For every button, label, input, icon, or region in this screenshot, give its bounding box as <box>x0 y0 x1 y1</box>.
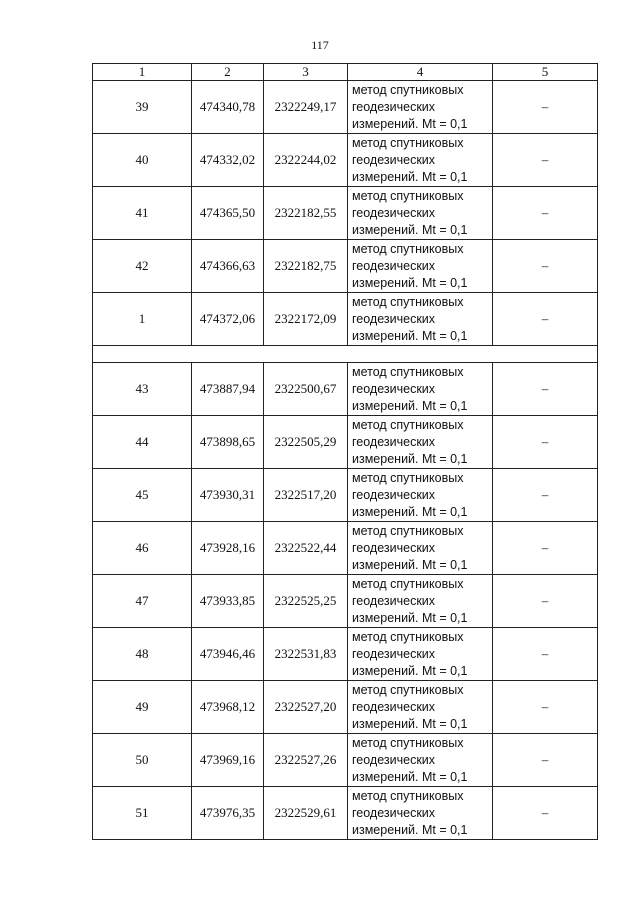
x-coordinate-cell: 474372,06 <box>192 293 264 346</box>
method-line: измерений. Mt = 0,1 <box>352 169 468 184</box>
point-number-cell: 49 <box>93 681 192 734</box>
method-line: измерений. Mt = 0,1 <box>352 769 468 784</box>
table-row <box>93 628 598 681</box>
x-coordinate-cell: 474340,78 <box>192 81 264 134</box>
method-cell <box>348 187 493 240</box>
method-line: геодезических <box>352 152 436 167</box>
method-line: метод спутниковых <box>352 417 464 432</box>
method-line: геодезических <box>352 752 436 767</box>
method-cell <box>348 81 493 134</box>
method-line: измерений. Mt = 0,1 <box>352 116 468 131</box>
table-row <box>93 293 598 346</box>
x-coordinate-cell: 473969,16 <box>192 734 264 787</box>
note-cell: – <box>493 575 598 628</box>
method-line: измерений. Mt = 0,1 <box>352 822 468 837</box>
table-row <box>93 240 598 293</box>
column-header: 5 <box>493 64 598 81</box>
method-line: метод спутниковых <box>352 135 464 150</box>
y-coordinate-cell: 2322182,55 <box>264 187 348 240</box>
method-cell <box>348 522 493 575</box>
point-number-cell: 48 <box>93 628 192 681</box>
method-line: измерений. Mt = 0,1 <box>352 222 468 237</box>
table-row <box>93 187 598 240</box>
x-coordinate-cell: 473887,94 <box>192 363 264 416</box>
note-cell: – <box>493 469 598 522</box>
y-coordinate-cell: 2322244,02 <box>264 134 348 187</box>
point-number-cell: 44 <box>93 416 192 469</box>
method-line: измерений. Mt = 0,1 <box>352 328 468 343</box>
method-line: геодезических <box>352 487 436 502</box>
table-row <box>93 81 598 134</box>
method-line: геодезических <box>352 593 436 608</box>
method-cell <box>348 240 493 293</box>
method-line: измерений. Mt = 0,1 <box>352 610 468 625</box>
y-coordinate-cell: 2322527,20 <box>264 681 348 734</box>
method-line: измерений. Mt = 0,1 <box>352 275 468 290</box>
y-coordinate-cell: 2322525,25 <box>264 575 348 628</box>
y-coordinate-cell: 2322500,67 <box>264 363 348 416</box>
table-row <box>93 787 598 840</box>
y-coordinate-cell: 2322531,83 <box>264 628 348 681</box>
table-row <box>93 522 598 575</box>
point-number-cell: 42 <box>93 240 192 293</box>
method-cell <box>348 575 493 628</box>
note-cell: – <box>493 240 598 293</box>
table-row <box>93 134 598 187</box>
page-number: 117 <box>311 38 329 52</box>
method-line: геодезических <box>352 205 436 220</box>
method-line: метод спутниковых <box>352 294 464 309</box>
x-coordinate-cell: 474365,50 <box>192 187 264 240</box>
method-line: метод спутниковых <box>352 188 464 203</box>
note-cell: – <box>493 81 598 134</box>
x-coordinate-cell: 473898,65 <box>192 416 264 469</box>
note-cell: – <box>493 628 598 681</box>
separator-cell <box>93 346 598 363</box>
method-line: геодезических <box>352 646 436 661</box>
point-number-cell: 1 <box>93 293 192 346</box>
point-number-cell: 47 <box>93 575 192 628</box>
method-line: измерений. Mt = 0,1 <box>352 663 468 678</box>
note-cell: – <box>493 681 598 734</box>
table-row <box>93 734 598 787</box>
x-coordinate-cell: 473946,46 <box>192 628 264 681</box>
note-cell: – <box>493 734 598 787</box>
method-line: метод спутниковых <box>352 735 464 750</box>
note-cell: – <box>493 787 598 840</box>
method-line: метод спутниковых <box>352 470 464 485</box>
x-coordinate-cell: 473928,16 <box>192 522 264 575</box>
x-coordinate-cell: 474332,02 <box>192 134 264 187</box>
note-cell: – <box>493 363 598 416</box>
method-line: геодезических <box>352 699 436 714</box>
point-number-cell: 41 <box>93 187 192 240</box>
table-row <box>93 469 598 522</box>
method-line: метод спутниковых <box>352 682 464 697</box>
method-cell <box>348 787 493 840</box>
method-line: измерений. Mt = 0,1 <box>352 451 468 466</box>
note-cell: – <box>493 293 598 346</box>
point-number-cell: 45 <box>93 469 192 522</box>
column-header: 4 <box>348 64 493 81</box>
method-line: метод спутниковых <box>352 364 464 379</box>
point-number-cell: 50 <box>93 734 192 787</box>
point-number-cell: 43 <box>93 363 192 416</box>
note-cell: – <box>493 187 598 240</box>
table-body <box>93 81 598 840</box>
method-line: метод спутниковых <box>352 576 464 591</box>
method-line: измерений. Mt = 0,1 <box>352 716 468 731</box>
table-row <box>93 416 598 469</box>
point-number-cell: 39 <box>93 81 192 134</box>
method-line: геодезических <box>352 99 436 114</box>
x-coordinate-cell: 473930,31 <box>192 469 264 522</box>
method-line: метод спутниковых <box>352 241 464 256</box>
method-line: измерений. Mt = 0,1 <box>352 398 468 413</box>
y-coordinate-cell: 2322517,20 <box>264 469 348 522</box>
table-row <box>93 681 598 734</box>
y-coordinate-cell: 2322529,61 <box>264 787 348 840</box>
method-line: геодезических <box>352 311 436 326</box>
method-line: метод спутниковых <box>352 523 464 538</box>
method-line: метод спутниковых <box>352 82 464 97</box>
table-header-row <box>93 64 598 81</box>
coordinates-table <box>92 63 598 840</box>
method-cell <box>348 469 493 522</box>
method-cell <box>348 363 493 416</box>
method-line: геодезических <box>352 540 436 555</box>
method-cell <box>348 416 493 469</box>
separator-row <box>93 346 598 363</box>
method-cell <box>348 681 493 734</box>
method-cell <box>348 734 493 787</box>
y-coordinate-cell: 2322249,17 <box>264 81 348 134</box>
point-number-cell: 46 <box>93 522 192 575</box>
method-line: метод спутниковых <box>352 788 464 803</box>
x-coordinate-cell: 473976,35 <box>192 787 264 840</box>
method-line: геодезических <box>352 805 436 820</box>
column-header: 3 <box>264 64 348 81</box>
y-coordinate-cell: 2322527,26 <box>264 734 348 787</box>
table-row <box>93 575 598 628</box>
point-number-cell: 51 <box>93 787 192 840</box>
x-coordinate-cell: 473968,12 <box>192 681 264 734</box>
x-coordinate-cell: 474366,63 <box>192 240 264 293</box>
column-header: 1 <box>93 64 192 81</box>
method-line: геодезических <box>352 381 436 396</box>
method-line: измерений. Mt = 0,1 <box>352 504 468 519</box>
method-cell <box>348 628 493 681</box>
method-line: геодезических <box>352 434 436 449</box>
y-coordinate-cell: 2322172,09 <box>264 293 348 346</box>
method-cell <box>348 134 493 187</box>
column-header: 2 <box>192 64 264 81</box>
method-cell <box>348 293 493 346</box>
method-line: метод спутниковых <box>352 629 464 644</box>
x-coordinate-cell: 473933,85 <box>192 575 264 628</box>
point-number-cell: 40 <box>93 134 192 187</box>
method-line: измерений. Mt = 0,1 <box>352 557 468 572</box>
y-coordinate-cell: 2322522,44 <box>264 522 348 575</box>
note-cell: – <box>493 522 598 575</box>
note-cell: – <box>493 134 598 187</box>
y-coordinate-cell: 2322505,29 <box>264 416 348 469</box>
y-coordinate-cell: 2322182,75 <box>264 240 348 293</box>
note-cell: – <box>493 416 598 469</box>
table-row <box>93 363 598 416</box>
method-line: геодезических <box>352 258 436 273</box>
